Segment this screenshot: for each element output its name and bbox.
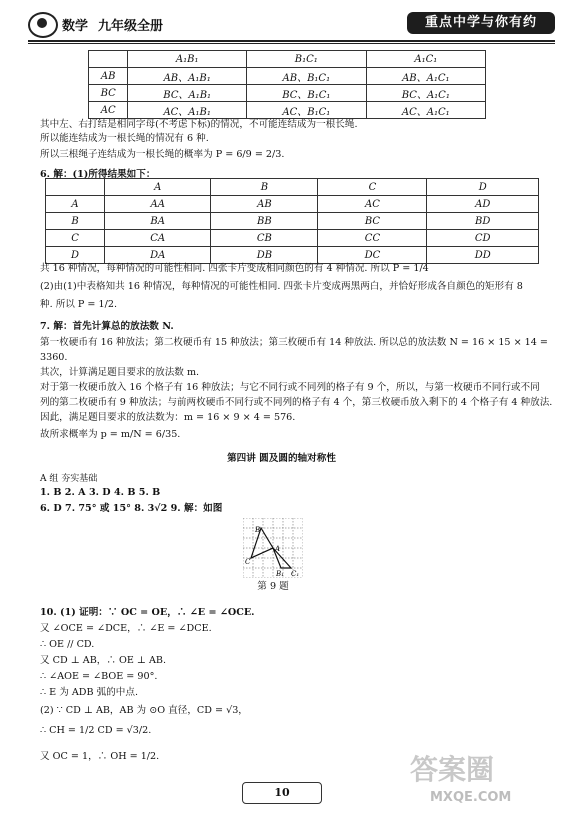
table-header-row xyxy=(89,51,486,68)
page-number: 10 xyxy=(242,782,322,804)
table-cell: AD xyxy=(427,196,539,213)
text-line: 对于第一枚硬币放入 16 个格子有 16 种放法；与它不同行或不同列的格子有 9 个，所以，与第一枚硬币不同行或不同 xyxy=(40,382,540,393)
text-line: 其次，计算满足题目要求的放法数 m. xyxy=(40,367,200,378)
table-row xyxy=(89,85,486,102)
table-header-cell: B₁C₁ xyxy=(246,51,366,68)
table-header-cell: B xyxy=(211,179,318,196)
table-cell: BD xyxy=(427,213,539,230)
label-a: A xyxy=(275,545,281,553)
question-7-intro: 7. 解：首先计算总的放法数 N. xyxy=(40,321,174,332)
table-cell: AC、A₁B₁ xyxy=(128,102,247,119)
table-row xyxy=(89,102,486,119)
table-cell: CA xyxy=(105,230,211,247)
text-line: 又 CD ⊥ AB，∴ OE ⊥ AB. xyxy=(40,655,167,666)
watermark-url: MXQE.COM xyxy=(430,790,512,805)
table-header-cell xyxy=(89,51,128,68)
table-cell: AC、B₁C₁ xyxy=(246,102,366,119)
subject-label: 数学 xyxy=(62,19,89,34)
table-header-cell: A₁B₁ xyxy=(128,51,247,68)
table-cell: AA xyxy=(105,196,211,213)
table-header-cell: C xyxy=(318,179,427,196)
logo-icon xyxy=(28,12,58,38)
table-cell: CD xyxy=(427,230,539,247)
table-cell: DC xyxy=(318,247,427,264)
text-line: (2)由(1)中表格知共 16 种情况，每种情况的可能性相同. 四张卡片变成两黑两白，并恰好形成各自颜色的矩形有 8 xyxy=(40,281,523,292)
text-line: 又 ∠OCE = ∠DCE，∴ ∠E = ∠DCE. xyxy=(40,623,212,634)
text-line: 共 16 种情况，每种情况的可能性相同. 四张卡片变成相同颜色的有 4 种情况. 所以 P = 1/4 xyxy=(40,263,429,274)
table-cell: B xyxy=(46,213,105,230)
text-line: 又 OC = 1，∴ OH = 1/2. xyxy=(40,751,160,762)
rope-combination-table xyxy=(88,50,486,119)
table-row xyxy=(46,230,539,247)
table-row xyxy=(89,68,486,85)
table-cell: AB、A₁B₁ xyxy=(128,68,247,85)
text-line: ∴ ∠AOE = ∠BOE = 90°. xyxy=(40,671,158,682)
card-result-table xyxy=(45,178,539,264)
group-label: A 组 夯实基础 xyxy=(40,474,98,484)
text-line: ∴ OE // CD. xyxy=(40,639,95,650)
text-line: 种. 所以 P = 1/2. xyxy=(40,299,118,310)
question-6-intro: 6. 解：(1)所得结果如下： xyxy=(40,169,156,180)
grid-figure xyxy=(243,518,303,578)
label-b: B xyxy=(255,526,261,534)
table-cell: BC、A₁C₁ xyxy=(366,85,485,102)
table-cell: DD xyxy=(427,247,539,264)
table-header-cell: A xyxy=(105,179,211,196)
answers-1-5: 1. B 2. A 3. D 4. B 5. B xyxy=(40,487,161,498)
table-cell: AB xyxy=(211,196,318,213)
question-10-line: 10. (1) 证明：∵ OC = OE，∴ ∠E = ∠OCE. xyxy=(40,607,255,618)
figure-caption: 第 9 题 xyxy=(257,581,289,592)
series-banner: 重点中学与你有约 xyxy=(407,12,555,34)
table-cell: BC、A₁B₁ xyxy=(128,85,247,102)
header-divider-thin xyxy=(28,43,555,44)
table-cell: BC xyxy=(318,213,427,230)
table-cell: BC、B₁C₁ xyxy=(246,85,366,102)
table-row xyxy=(46,213,539,230)
text-line: 列的第二枚硬币有 9 种放法；与前两枚硬币不同行或不同列的格子有 4 个，第三枚硬币放入剩下的 4 个格子有 4 种放法. xyxy=(40,397,553,408)
table-cell: CC xyxy=(318,230,427,247)
table-cell: AC xyxy=(318,196,427,213)
text-line: (2) ∵ CD ⊥ AB，AB 为 ⊙O 直径，CD = √3， xyxy=(40,705,248,716)
table-row xyxy=(46,196,539,213)
table-header-cell: A₁C₁ xyxy=(366,51,485,68)
table-header-cell: D xyxy=(427,179,539,196)
table-cell: AB xyxy=(89,68,128,85)
text-line: 所以能连结成为一根长绳的情况有 6 种. xyxy=(40,133,209,144)
answers-6-9: 6. D 7. 75° 或 15° 8. 3√2 9. 解：如图 xyxy=(40,503,223,514)
table-cell: AC xyxy=(89,102,128,119)
text-line: ∴ E 为 ADB 弧的中点. xyxy=(40,687,138,698)
text-line: 因此，满足题目要求的放法数为：m = 16 × 9 × 4 = 576. xyxy=(40,412,296,423)
watermark-logo: 答案圈 xyxy=(410,753,495,786)
text-line: 故所求概率为 p = m/N = 6/35. xyxy=(40,429,181,440)
table-cell: BC xyxy=(89,85,128,102)
table-cell: AC、A₁C₁ xyxy=(366,102,485,119)
text-line: 其中左、右打结是相同字母(不考虑下标)的情况，不可能连结成为一根长绳. xyxy=(40,119,358,130)
text-line: ∴ CH = 1/2 CD = √3/2. xyxy=(40,725,152,736)
label-b1: B₁ xyxy=(276,570,284,578)
table-row xyxy=(46,247,539,264)
label-c1: C₁ xyxy=(291,570,300,578)
header-divider xyxy=(28,40,555,42)
table-cell: D xyxy=(46,247,105,264)
text-line: 3360. xyxy=(40,352,68,363)
text-line: 所以三根绳子连结成为一根长绳的概率为 P = 6/9 = 2/3. xyxy=(40,149,285,160)
table-header-row xyxy=(46,179,539,196)
table-cell: AB、B₁C₁ xyxy=(246,68,366,85)
table-cell: DB xyxy=(211,247,318,264)
page-header xyxy=(0,0,563,40)
section-title: 第四讲 圆及圆的轴对称性 xyxy=(227,453,336,464)
table-cell: A xyxy=(46,196,105,213)
table-cell: C xyxy=(46,230,105,247)
table-cell: DA xyxy=(105,247,211,264)
table-cell: BB xyxy=(211,213,318,230)
table-cell: AB、A₁C₁ xyxy=(366,68,485,85)
table-header-cell xyxy=(46,179,105,196)
table-cell: BA xyxy=(105,213,211,230)
table-cell: CB xyxy=(211,230,318,247)
text-line: 第一枚硬币有 16 种放法；第二枚硬币有 15 种放法；第三枚硬币有 14 种放法. 所以总的放法数 N = 16 × 15 × 14 = xyxy=(40,337,548,348)
label-c: C xyxy=(245,558,251,566)
grade-label: 九年级全册 xyxy=(98,19,164,34)
